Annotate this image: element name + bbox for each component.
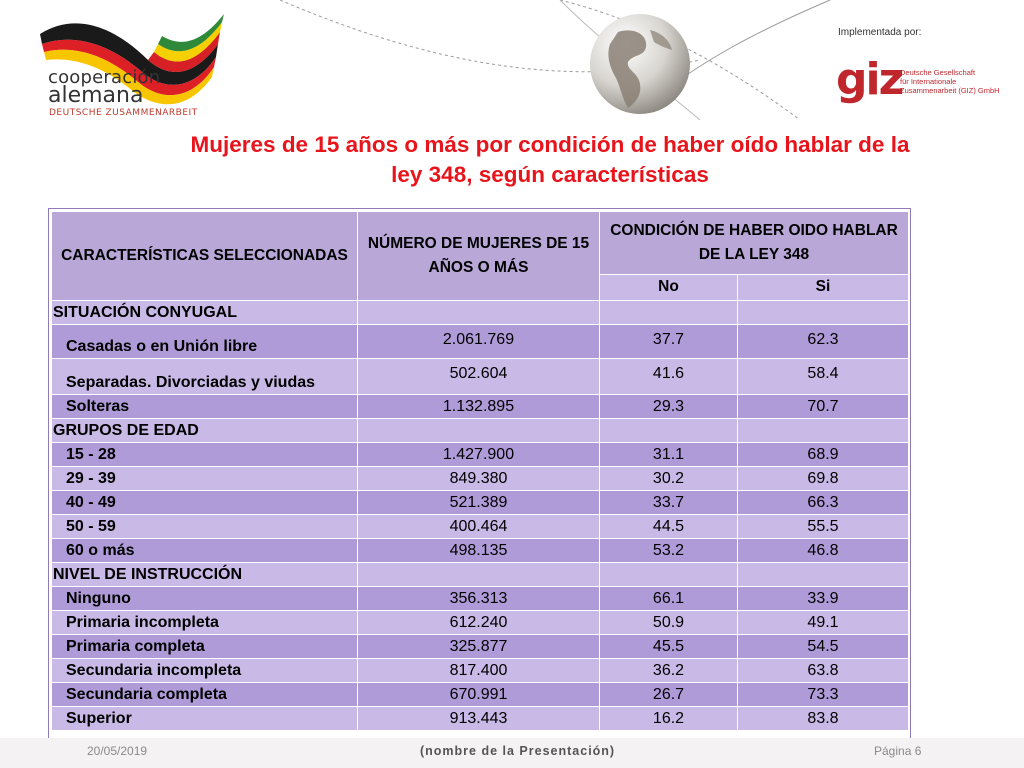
row-count: 913.443 — [358, 707, 600, 731]
table-row — [52, 611, 909, 635]
giz-logo: giz — [836, 54, 903, 105]
row-si-percent: 62.3 — [738, 325, 909, 359]
row-no-percent: 41.6 — [600, 359, 738, 395]
row-no-percent: 53.2 — [600, 539, 738, 563]
table-row — [52, 443, 909, 467]
giz-subtitle-line1: Deutsche Gesellschaft — [900, 68, 976, 77]
table-row — [52, 635, 909, 659]
giz-logo-subtitle — [900, 68, 1000, 95]
row-si-percent: 63.8 — [738, 659, 909, 683]
row-label: GRUPOS DE EDAD — [52, 419, 358, 443]
slide-title-line2: ley 348, según características — [391, 162, 709, 187]
globe-icon — [588, 12, 692, 116]
table-section-row — [52, 419, 909, 443]
row-label: 50 - 59 — [52, 515, 358, 539]
row-label: Secundaria completa — [52, 683, 358, 707]
row-label: Casadas o en Unión libre — [52, 325, 358, 359]
table-row — [52, 325, 909, 359]
row-count: 1.427.900 — [358, 443, 600, 467]
row-count: 849.380 — [358, 467, 600, 491]
row-count: 817.400 — [358, 659, 600, 683]
slide-title — [100, 130, 1000, 190]
row-si-percent — [738, 563, 909, 587]
row-no-percent: 66.1 — [600, 587, 738, 611]
row-label: Ninguno — [52, 587, 358, 611]
row-no-percent: 16.2 — [600, 707, 738, 731]
row-count: 612.240 — [358, 611, 600, 635]
header-si: Si — [738, 274, 909, 300]
table-row — [52, 539, 909, 563]
row-si-percent: 49.1 — [738, 611, 909, 635]
row-count: 502.604 — [358, 359, 600, 395]
row-count: 400.464 — [358, 515, 600, 539]
footer-date: 20/05/2019 — [87, 744, 148, 758]
row-no-percent: 37.7 — [600, 325, 738, 359]
header-condition: CONDICIÓN DE HABER OIDO HABLAR DE LA LEY 348 — [600, 212, 909, 275]
footer-presentation-name: (nombre de la Presentación) — [420, 744, 616, 758]
row-no-percent: 30.2 — [600, 467, 738, 491]
header-no: No — [600, 274, 738, 300]
coop-logo-line1: cooperación — [48, 67, 161, 88]
coop-logo-line2: alemana — [48, 83, 144, 108]
row-no-percent: 45.5 — [600, 635, 738, 659]
row-label: Separadas. Divorciadas y viudas — [52, 359, 358, 395]
row-no-percent: 26.7 — [600, 683, 738, 707]
table-section-row — [52, 301, 909, 325]
row-count: 356.313 — [358, 587, 600, 611]
row-count: 1.132.895 — [358, 395, 600, 419]
row-si-percent: 73.3 — [738, 683, 909, 707]
row-no-percent: 44.5 — [600, 515, 738, 539]
table-row — [52, 359, 909, 395]
header-characteristics: CARACTERÍSTICAS SELECCIONADAS — [52, 212, 358, 301]
row-label: Primaria incompleta — [52, 611, 358, 635]
row-si-percent: 70.7 — [738, 395, 909, 419]
row-si-percent — [738, 419, 909, 443]
row-count: 498.135 — [358, 539, 600, 563]
table-row — [52, 467, 909, 491]
row-label: SITUACIÓN CONYUGAL — [52, 301, 358, 325]
row-no-percent: 36.2 — [600, 659, 738, 683]
giz-subtitle-line2: für Internationale — [900, 77, 957, 86]
row-no-percent: 33.7 — [600, 491, 738, 515]
footer-page-number: Página 6 — [874, 744, 922, 758]
row-label: 40 - 49 — [52, 491, 358, 515]
slide-title-line1: Mujeres de 15 años o más por condición de haber oído hablar de la — [190, 132, 910, 157]
row-count — [358, 419, 600, 443]
row-no-percent: 31.1 — [600, 443, 738, 467]
row-count — [358, 563, 600, 587]
table-section-row — [52, 563, 909, 587]
data-table — [51, 211, 909, 731]
row-label: Secundaria incompleta — [52, 659, 358, 683]
row-label: Solteras — [52, 395, 358, 419]
row-count: 325.877 — [358, 635, 600, 659]
table-row — [52, 491, 909, 515]
row-si-percent: 55.5 — [738, 515, 909, 539]
row-si-percent: 54.5 — [738, 635, 909, 659]
row-no-percent: 50.9 — [600, 611, 738, 635]
row-no-percent — [600, 419, 738, 443]
table-row — [52, 659, 909, 683]
row-si-percent: 69.8 — [738, 467, 909, 491]
row-label: Superior — [52, 707, 358, 731]
table-row — [52, 587, 909, 611]
row-no-percent — [600, 563, 738, 587]
row-si-percent: 68.9 — [738, 443, 909, 467]
row-label: 15 - 28 — [52, 443, 358, 467]
row-label: NIVEL DE INSTRUCCIÓN — [52, 563, 358, 587]
row-si-percent: 58.4 — [738, 359, 909, 395]
table-row — [52, 707, 909, 731]
table-row — [52, 395, 909, 419]
row-no-percent: 29.3 — [600, 395, 738, 419]
coop-logo-line3: DEUTSCHE ZUSAMMENARBEIT — [49, 108, 198, 118]
row-count: 521.389 — [358, 491, 600, 515]
row-si-percent: 66.3 — [738, 491, 909, 515]
row-no-percent — [600, 301, 738, 325]
row-si-percent: 33.9 — [738, 587, 909, 611]
row-count: 2.061.769 — [358, 325, 600, 359]
row-count: 670.991 — [358, 683, 600, 707]
row-si-percent: 46.8 — [738, 539, 909, 563]
row-label: 29 - 39 — [52, 467, 358, 491]
table-row — [52, 515, 909, 539]
implemented-by-label: Implementada por: — [838, 27, 922, 38]
row-count — [358, 301, 600, 325]
table-row — [52, 683, 909, 707]
row-si-percent: 83.8 — [738, 707, 909, 731]
row-si-percent — [738, 301, 909, 325]
row-label: Primaria completa — [52, 635, 358, 659]
table-body — [52, 301, 909, 731]
row-label: 60 o más — [52, 539, 358, 563]
giz-subtitle-line3: Zusammenarbeit (GIZ) GmbH — [900, 86, 1000, 95]
header-number-of-women: NÚMERO DE MUJERES DE 15 AÑOS O MÁS — [358, 212, 600, 301]
